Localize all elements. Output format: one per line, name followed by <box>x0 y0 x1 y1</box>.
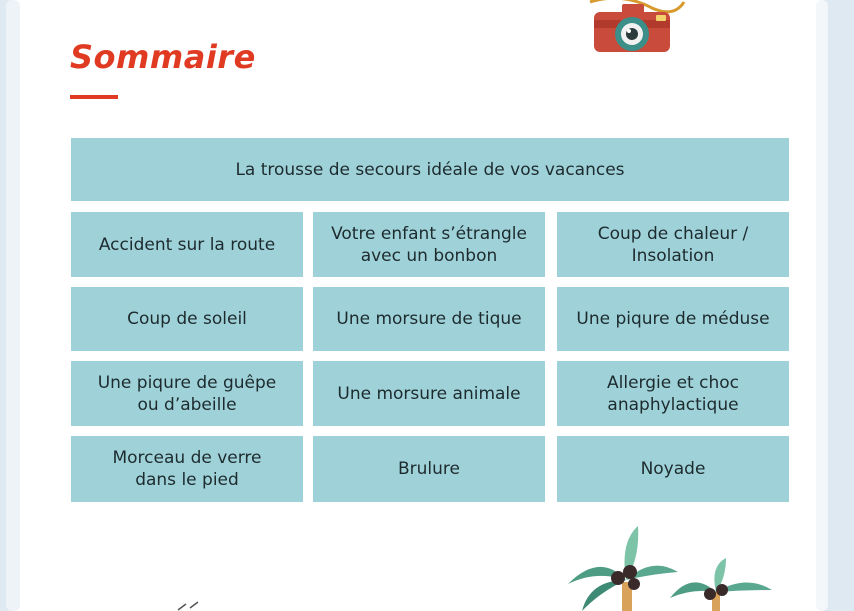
table-header-cell[interactable] <box>71 138 789 201</box>
toc-item[interactable] <box>71 436 303 502</box>
toc-item-label: Coup de soleil <box>127 309 247 329</box>
toc-item[interactable] <box>71 287 303 351</box>
camera-icon <box>582 0 694 60</box>
title-underline <box>70 95 118 99</box>
toc-item-label: Une piqure de guêpe ou d’abeille <box>97 372 277 415</box>
toc-item[interactable] <box>313 287 545 351</box>
toc-item-label: Noyade <box>640 459 706 479</box>
toc-item-label: Brulure <box>398 459 460 479</box>
toc-item-label: Allergie et choc anaphylactique <box>607 372 739 415</box>
toc-item[interactable] <box>557 436 789 502</box>
toc-item-label: Une morsure de tique <box>336 309 522 329</box>
toc-item-label: Votre enfant s’étrangle avec un bonbon <box>331 223 527 266</box>
toc-item[interactable] <box>71 212 303 277</box>
toc-item[interactable] <box>557 361 789 426</box>
table-header-label: La trousse de secours idéale de vos vacances <box>235 159 625 180</box>
toc-item-label: Une piqure de méduse <box>576 309 770 329</box>
toc-item[interactable] <box>557 212 789 277</box>
toc-item-label: Une morsure animale <box>337 383 521 404</box>
toc-item[interactable] <box>71 361 303 426</box>
toc-item[interactable] <box>313 436 545 502</box>
torn-paper-edge-left <box>6 0 20 611</box>
toc-item-label: Morceau de verre dans le pied <box>112 448 262 490</box>
toc-item-label: Coup de chaleur / Insolation <box>597 223 749 266</box>
toc-item[interactable] <box>313 212 545 277</box>
decorative-mark <box>176 598 206 611</box>
toc-item-label: Accident sur la route <box>98 234 276 255</box>
torn-paper-edge-right <box>816 0 828 611</box>
page-title: Sommaire <box>70 38 256 76</box>
toc-item[interactable] <box>313 361 545 426</box>
palm-tree-icon <box>560 522 780 611</box>
toc-item[interactable] <box>557 287 789 351</box>
